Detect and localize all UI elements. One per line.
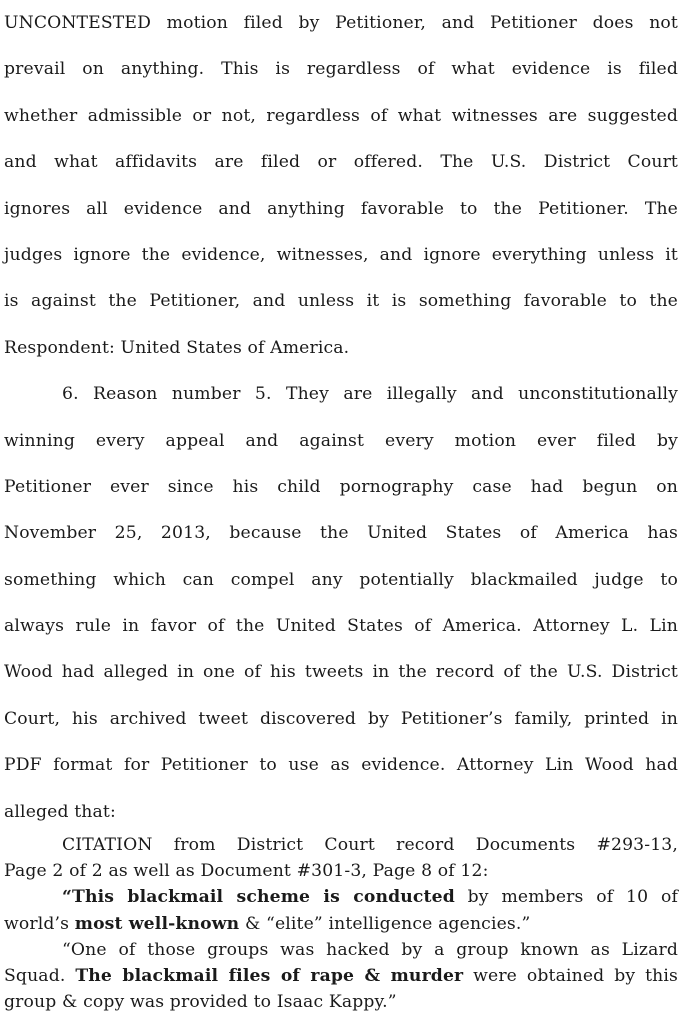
body-text	[4, 0, 678, 835]
bold-phrase: most well-known	[74, 913, 240, 934]
quote-text: Squad.	[4, 965, 76, 986]
text-line: Wood had alleged in one of his tweets in the record of the U.S. District	[4, 662, 678, 683]
text-line: judges ignore the evidence, witnesses, and ignore everything unless it	[4, 244, 678, 265]
quote-line	[4, 911, 678, 937]
text-line: UNCONTESTED motion filed by Petitioner, and Petitioner does not	[4, 13, 678, 33]
citation-line: CITATION from District Court record Documents #293-13,	[62, 835, 678, 855]
citation-line: Page 2 of 2 as well as Document #301-3, Page 8 of 12:	[4, 861, 489, 882]
text-line: PDF format for Petitioner to use as evidence. Attorney Lin Wood had	[4, 755, 678, 776]
quote-line: “One of those groups was hacked by a group known as Lizard	[62, 939, 678, 960]
text-line: Court, his archived tweet discovered by Petitioner’s family, printed in	[4, 708, 678, 729]
bold-phrase: “This blackmail scheme is conducted	[62, 887, 455, 908]
text-line: and what affidavits are filed or offered. The U.S. District Court	[4, 152, 678, 173]
text-line: 6. Reason number 5. They are illegally and unconstitutionally	[62, 384, 678, 405]
quote-line: group & copy was provided to Isaac Kappy.”	[4, 992, 397, 1013]
text-line: Petitioner ever since his child pornography case had begun on	[4, 476, 678, 497]
quote-text: by members of 10 of	[454, 887, 679, 908]
quote-line	[4, 963, 678, 989]
text-line: Respondent: United States of America.	[4, 337, 350, 358]
bold-phrase: The blackmail files of rape & murder	[75, 965, 464, 986]
text-line: always rule in favor of the United States of America. Attorney L. Lin	[4, 616, 678, 637]
citation-block	[4, 832, 678, 1015]
quote-text: were obtained by this	[463, 965, 678, 986]
quote-text: & “elite” intelligence agencies.”	[239, 913, 531, 934]
text-line: November 25, 2013, because the United States of America has	[4, 523, 678, 544]
text-line: alleged that:	[4, 801, 116, 822]
text-line: is against the Petitioner, and unless it is something favorable to the	[4, 291, 678, 312]
text-line: winning every appeal and against every motion ever filed by	[4, 430, 678, 451]
text-line: prevail on anything. This is regardless of what evidence is filed	[4, 59, 678, 80]
quote-text: world’s	[4, 913, 75, 934]
quote-line	[4, 884, 678, 910]
text-line: ignores all evidence and anything favorable to the Petitioner. The	[4, 198, 678, 219]
text-line: whether admissible or not, regardless of what witnesses are suggested	[4, 105, 678, 126]
text-line: something which can compel any potentially blackmailed judge to	[4, 569, 678, 590]
